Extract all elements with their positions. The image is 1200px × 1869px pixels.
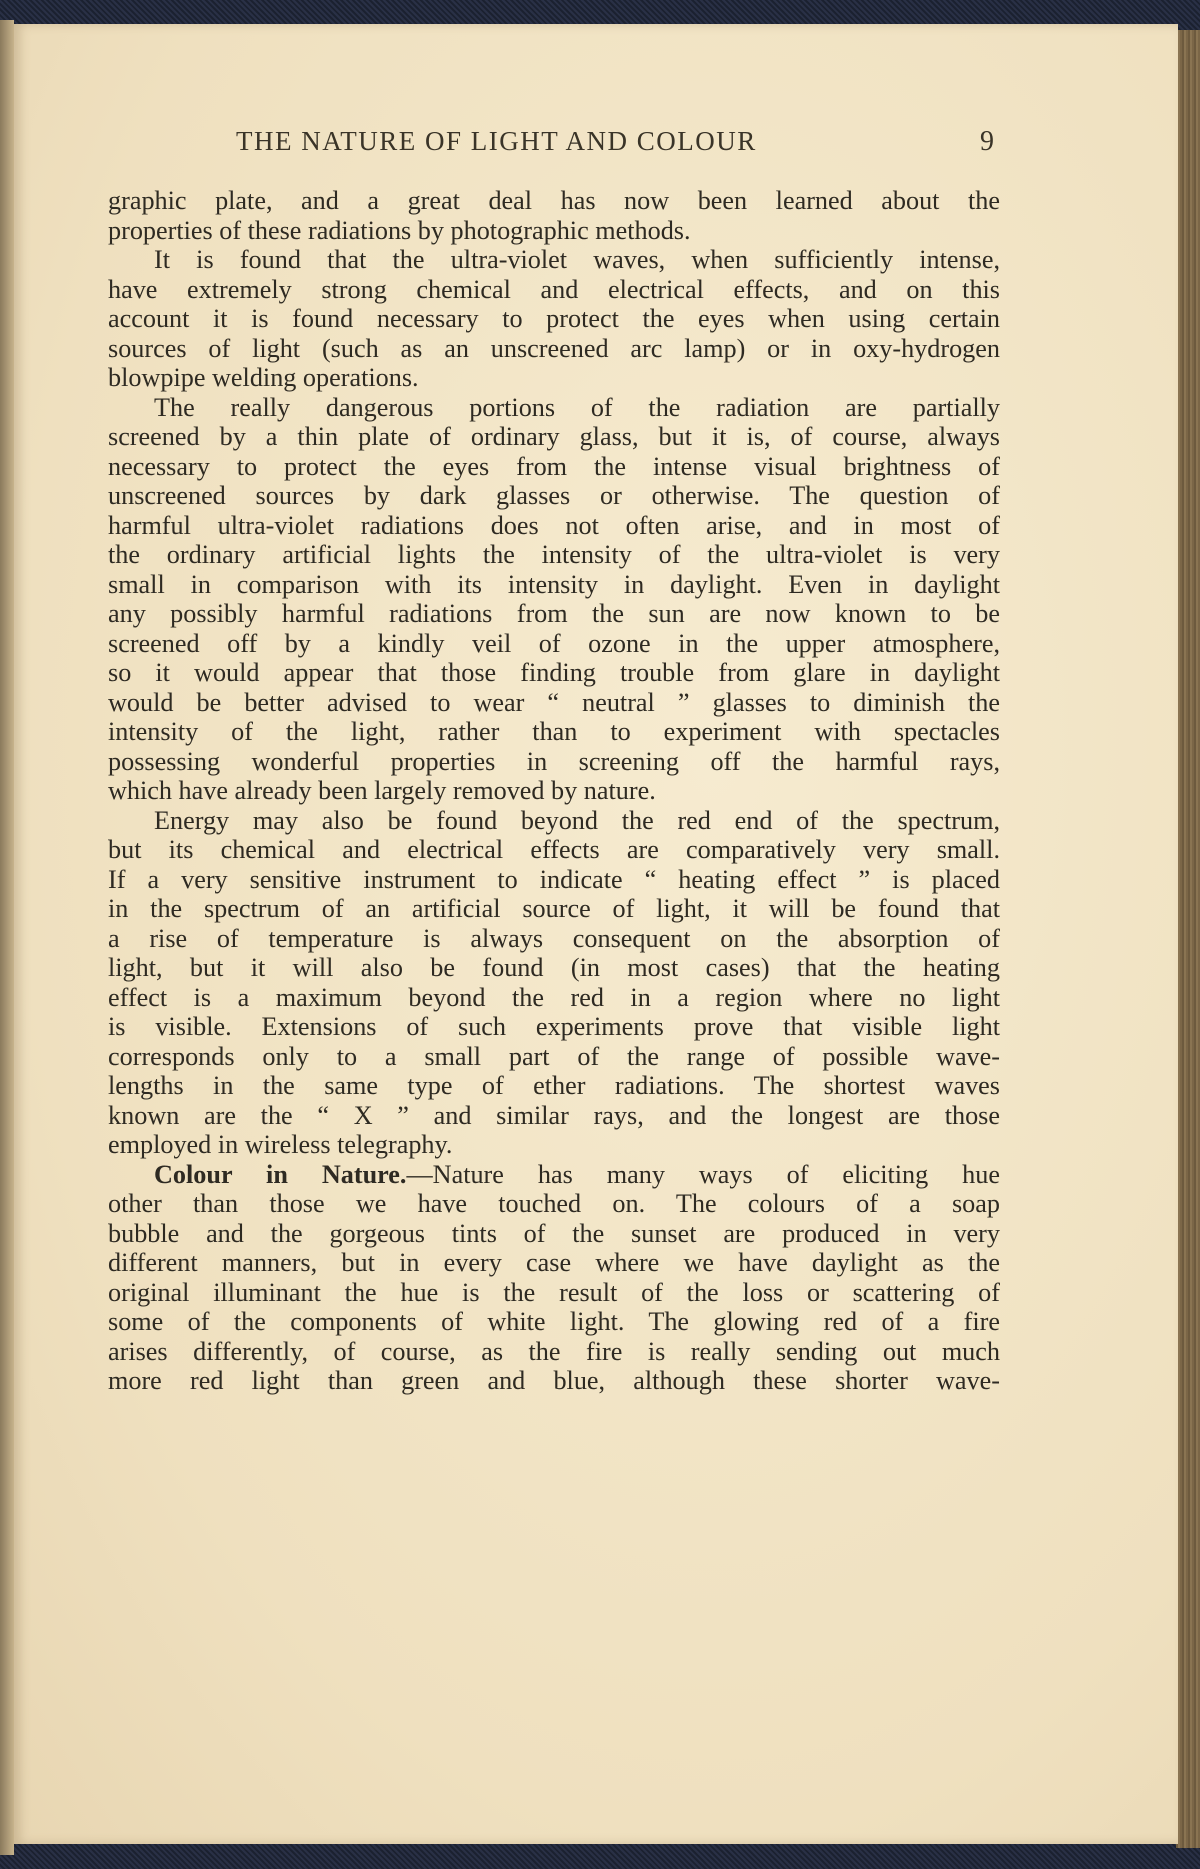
text-line: It is found that the ultra-violet waves, when sufficiently intense, [154, 245, 1000, 274]
section-heading: Colour in Nature. [154, 1159, 407, 1189]
text-line: any possibly harmful radiations from the sun are now known to be [108, 599, 1000, 628]
page-number: 9 [980, 126, 994, 157]
text-line: but its chemical and electrical effects are comparatively very small. [108, 835, 1000, 864]
text-line: different manners, but in every case where we have daylight as the [108, 1248, 1000, 1277]
text-line: Energy may also be found beyond the red end of the spectrum, [154, 805, 1000, 835]
text-line: some of the components of white light. The glowing red of a fire [108, 1307, 1000, 1336]
text-line: bubble and the gorgeous tints of the sunset are produced in very [108, 1218, 1000, 1248]
text-line: arises differently, of course, as the fire is really sending out much [108, 1336, 1000, 1366]
text-line: a rise of temperature is always consequent on the absorption of [108, 923, 1000, 953]
text-line: more red light than green and blue, although these shorter wave- [108, 1366, 1000, 1395]
text-line: effect is a maximum beyond the red in a region where no light [108, 982, 1000, 1012]
text-line: would be better advised to wear “ neutral ” glasses to diminish the [108, 687, 1000, 717]
text-line: unscreened sources by dark glasses or otherwise. The question of [108, 481, 1000, 510]
body-text [108, 186, 1000, 1396]
text-line: employed in wireless telegraphy. [108, 1130, 453, 1159]
text-line [108, 1160, 1000, 1190]
text-line: necessary to protect the eyes from the intense visual brightness of [108, 451, 1000, 481]
text-line: screened by a thin plate of ordinary glass, but it is, of course, always [108, 422, 1000, 451]
text-line: which have already been largely removed by nature. [108, 776, 656, 805]
text-line: small in comparison with its intensity in daylight. Even in daylight [108, 569, 1000, 599]
text-line: the ordinary artificial lights the intensity of the ultra-violet is very [108, 540, 1000, 569]
text-line: properties of these radiations by photographic methods. [108, 215, 691, 245]
text-line: so it would appear that those finding trouble from glare in daylight [108, 658, 1000, 687]
text-line: light, but it will also be found (in most cases) that the heating [108, 953, 1000, 982]
text-fragment: —Nature has many ways of eliciting hue [406, 1159, 1000, 1189]
text-line: screened off by a kindly veil of ozone in the upper atmosphere, [108, 628, 1000, 658]
text-line: sources of light (such as an unscreened arc lamp) or in oxy-hydrogen [108, 333, 1000, 363]
text-line: is visible. Extensions of such experiments prove that visible light [108, 1012, 1000, 1041]
text-line: have extremely strong chemical and electrical effects, and on this [108, 274, 1000, 304]
page-stack-edge [1176, 30, 1200, 1848]
text-line: known are the “ X ” and similar rays, and the longest are those [108, 1100, 1000, 1130]
text-line: in the spectrum of an artificial source of light, it will be found that [108, 894, 1000, 923]
text-line: The really dangerous portions of the radiation are partially [154, 392, 1000, 422]
text-line: blowpipe welding operations. [108, 363, 419, 392]
text-line: harmful ultra-violet radiations does not often arise, and in most of [108, 510, 1000, 540]
text-line: original illuminant the hue is the result of the loss or scattering of [108, 1277, 1000, 1307]
text-line: intensity of the light, rather than to experiment with spectacles [108, 717, 1000, 746]
text-line: If a very sensitive instrument to indicate “ heating effect ” is placed [108, 864, 1000, 894]
text-line: account it is found necessary to protect the eyes when using certain [108, 304, 1000, 333]
text-line: corresponds only to a small part of the range of possible wave- [108, 1041, 1000, 1071]
text-line: other than those we have touched on. The colours of a soap [108, 1189, 1000, 1218]
book-spine-edge [0, 20, 14, 1855]
text-line: possessing wonderful properties in screening off the harmful rays, [108, 746, 1000, 776]
text-line: graphic plate, and a great deal has now been learned about the [108, 186, 1000, 215]
running-head: THE NATURE OF LIGHT AND COLOUR [236, 126, 757, 156]
text-line: lengths in the same type of ether radiations. The shortest waves [108, 1071, 1000, 1100]
